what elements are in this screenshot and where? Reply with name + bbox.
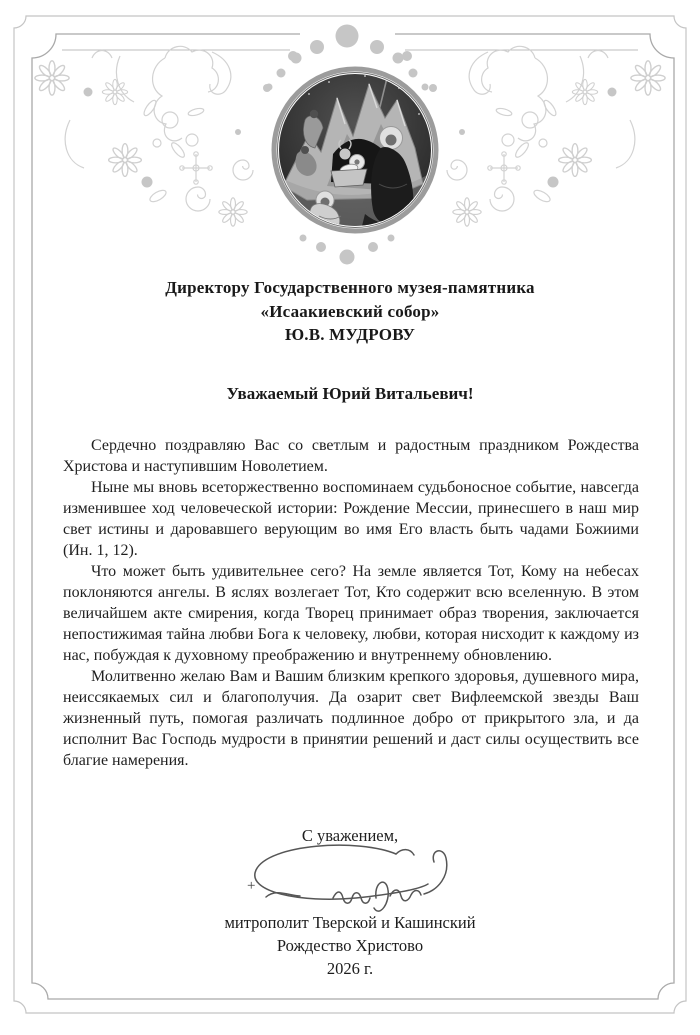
year-line: 2026 г.: [326, 959, 374, 978]
recipient-line-1: Директору Государственного музея-памятника: [165, 278, 535, 297]
letter-paragraph: Ныне мы вновь всеторжественно воспоминаем судьбоносное событие, навсегда изменившее ход человеческой истории: Рождение Мессии, принесшего в наш мир свет истины и даровавшего верующим во имя Его власть быть чадами Божиими (Ин. 1, 12).: [63, 479, 639, 559]
closing-salutation: С уважением,: [301, 826, 399, 845]
letter-paragraph: Сердечно поздравляю Вас со светлым и радостным праздником Рождества Христова и наступившим Новолетием.: [63, 437, 639, 475]
signer-block: [0, 911, 700, 980]
occasion-line: Рождество Христово: [276, 936, 424, 955]
letter-body: [63, 435, 639, 771]
signer-title: митрополит Тверской и Кашинский: [224, 913, 476, 932]
signature-scrawl: [238, 840, 478, 920]
letter-paragraph: Что может быть удивительнее сего? На земле является Тот, Кому на небесах поклоняются ангелы. В яслях возлегает Тот, Кто содержит всю вселенную. В этом величайшем акте смирения, когда Творец принимает образ творения, заключается непостижимая тайна любви Бога к человеку, любви, которая нисходит к каждому из нас, побуждая к духовному преображению и внутреннему обновлению.: [63, 563, 639, 664]
salutation: Уважаемый Юрий Витальевич!: [226, 384, 474, 403]
recipient-line-2: «Исаакиевский собор»: [260, 301, 440, 321]
blessing-cross: +: [247, 878, 256, 894]
recipient-block: [0, 276, 700, 347]
letter-paragraph: Молитвенно желаю Вам и Вашим близким крепкого здоровья, душевного мира, неиссякаемых сил и благополучия. Да озарит свет Вифлеемской звезды Ваш жизненный путь, помогая различать подлинное добро от прикрытого зла, и да исполнит Вас Господь мудрости в принятии решений и даст силы осуществить все благие намерения.: [63, 668, 639, 769]
nativity-icon: [269, 64, 441, 236]
recipient-line-3: Ю.В. МУДРОВУ: [284, 325, 416, 344]
